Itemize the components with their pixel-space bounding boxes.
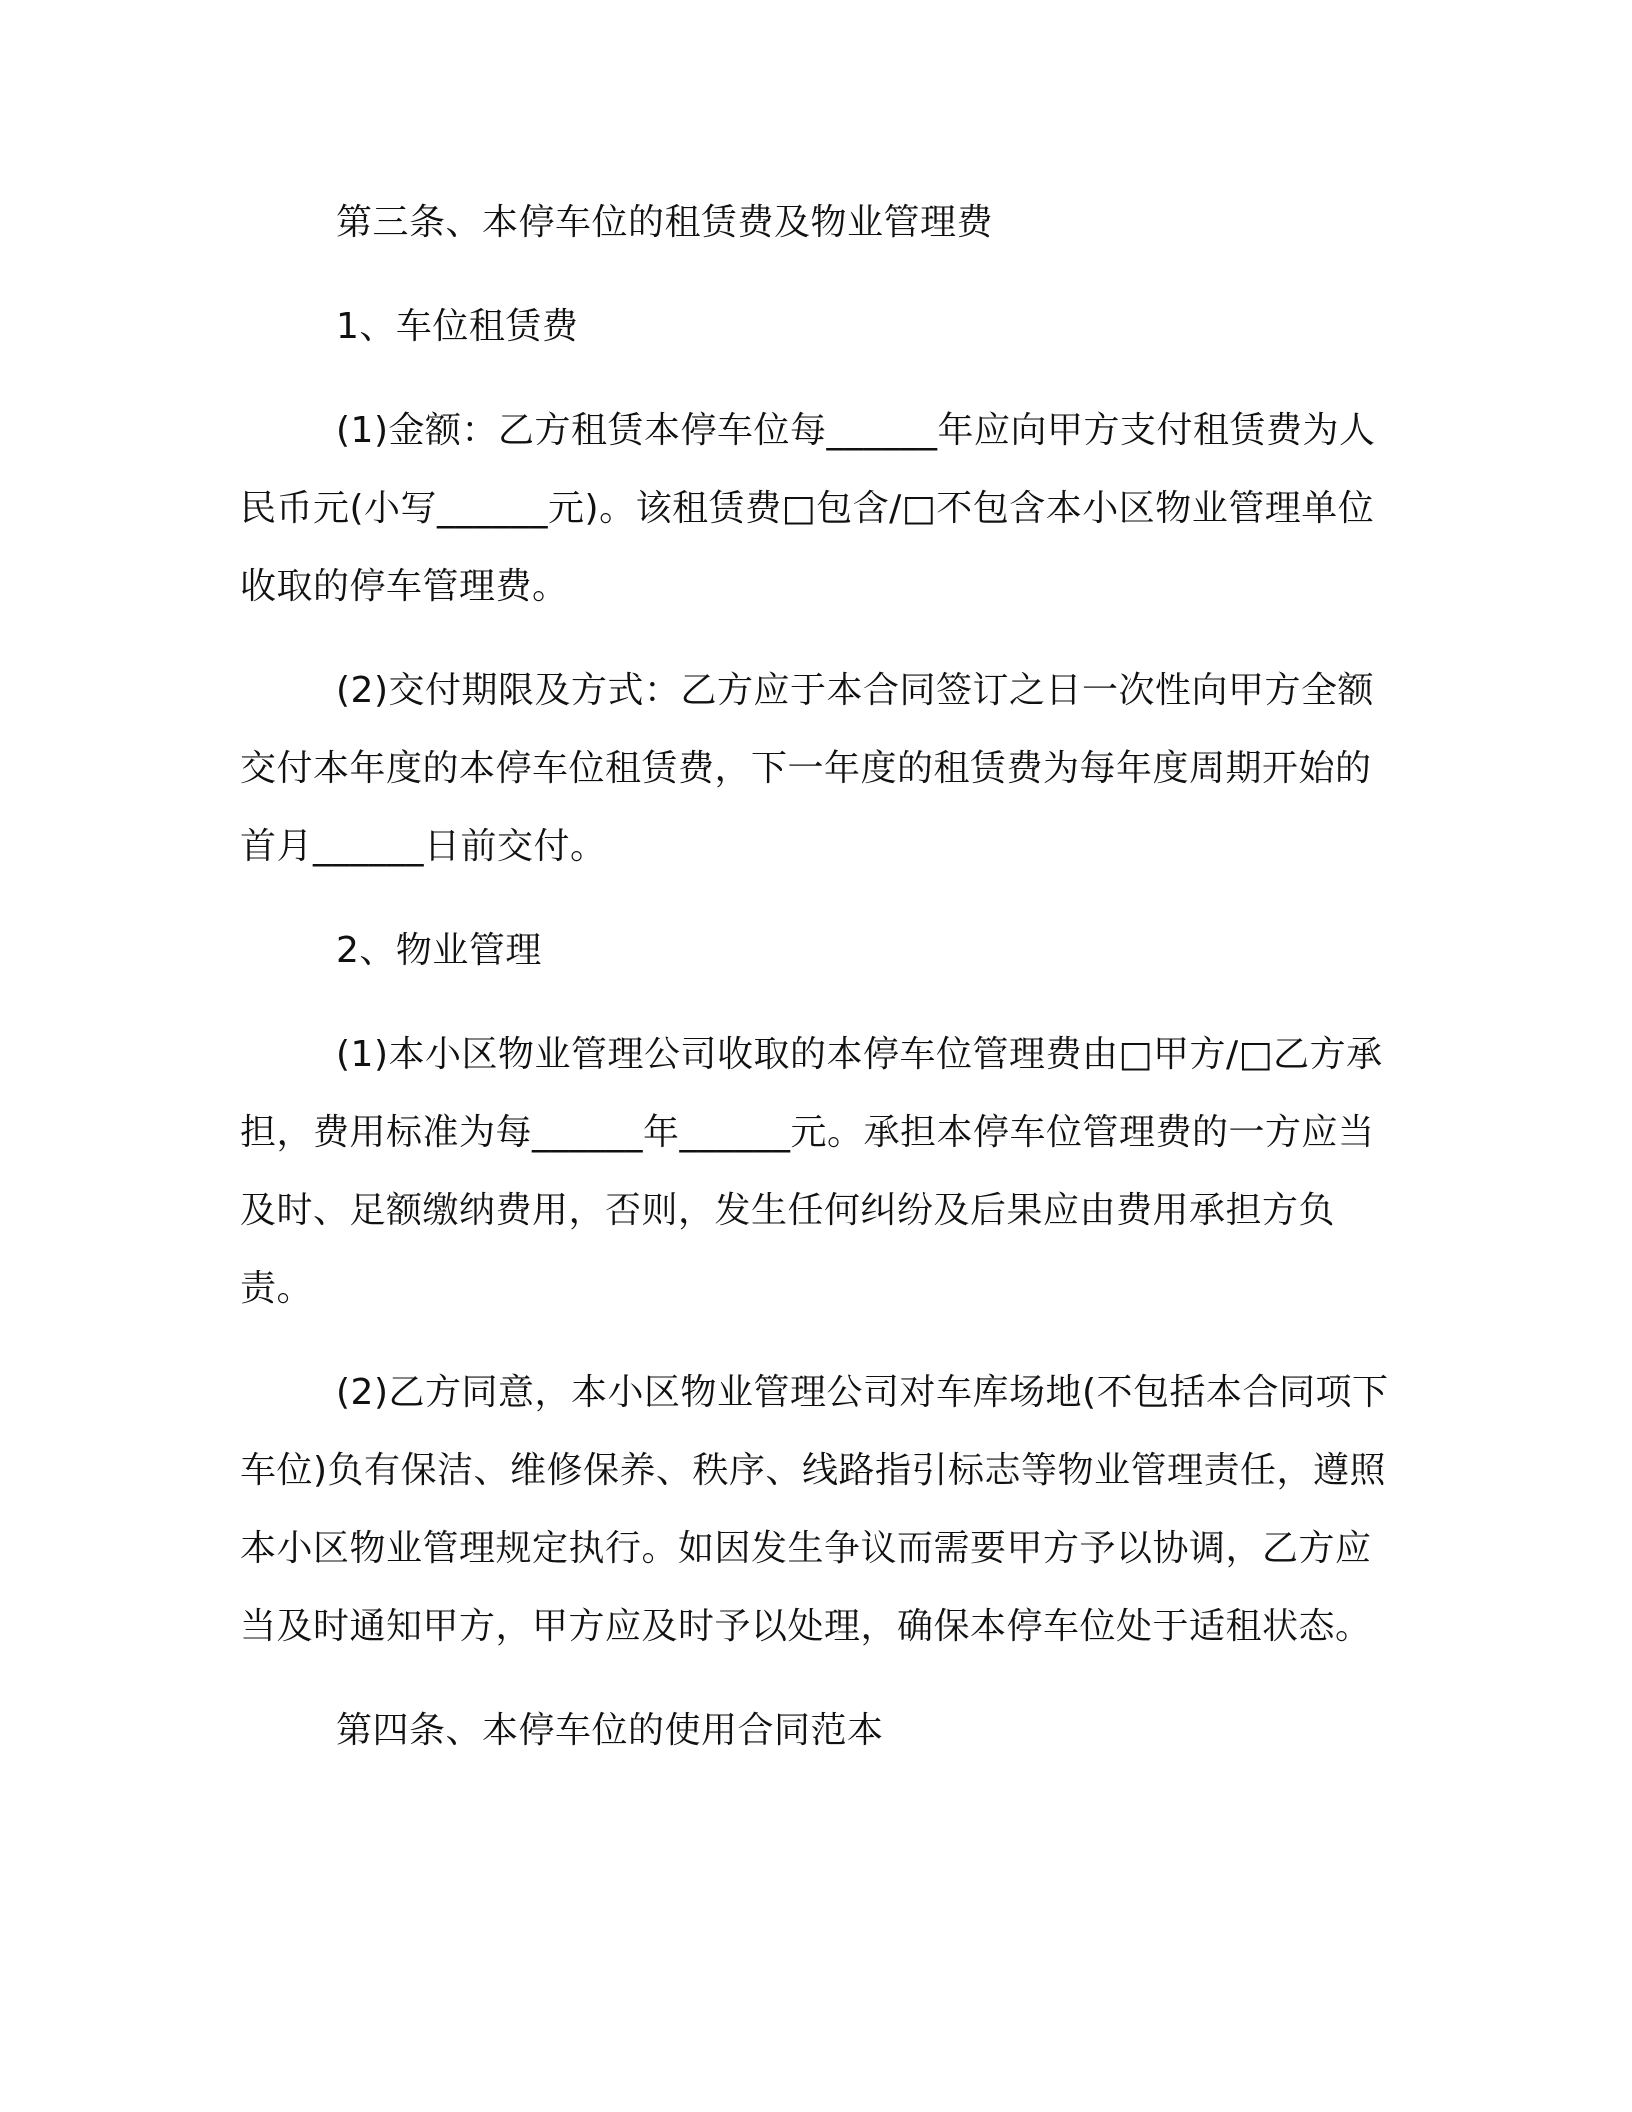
paragraph-management-fee: (1)本小区物业管理公司收取的本停车位管理费由□甲方/□乙方承担，费用标准为每______年______元。承担本停车位管理费的一方应当及时、足额缴纳费用，否则，发生任何纠纷及后果应由费用承担方负责。: [240, 1034, 1383, 1309]
paragraph-payment-terms: (2)交付期限及方式：乙方应于本合同签订之日一次性向甲方全额交付本年度的本停车位租赁费，下一年度的租赁费为每年度周期开始的首月______日前交付。: [240, 670, 1374, 867]
paragraph-amount: (1)金额：乙方租赁本停车位每______年应向甲方支付租赁费为人民币元(小写______元)。该租赁费□包含/□不包含本小区物业管理单位收取的停车管理费。: [240, 410, 1376, 607]
subheading-property-management: 2、物业管理: [336, 930, 542, 971]
paragraph-management-responsibility: (2)乙方同意，本小区物业管理公司对车库场地(不包括本合同项下车位)负有保洁、维修保养、秩序、线路指引标志等物业管理责任，遵照本小区物业管理规定执行。如因发生争议而需要甲方予以协调，乙方应当及时通知甲方，甲方应及时予以处理，确保本停车位处于适租状态。: [240, 1372, 1389, 1647]
section-heading-article-4: 第四条、本停车位的使用合同范本: [336, 1710, 884, 1751]
section-heading-article-3: 第三条、本停车位的租赁费及物业管理费: [336, 202, 994, 243]
subheading-parking-rental-fee: 1、车位租赁费: [336, 306, 579, 347]
document-body: [240, 184, 1390, 1796]
